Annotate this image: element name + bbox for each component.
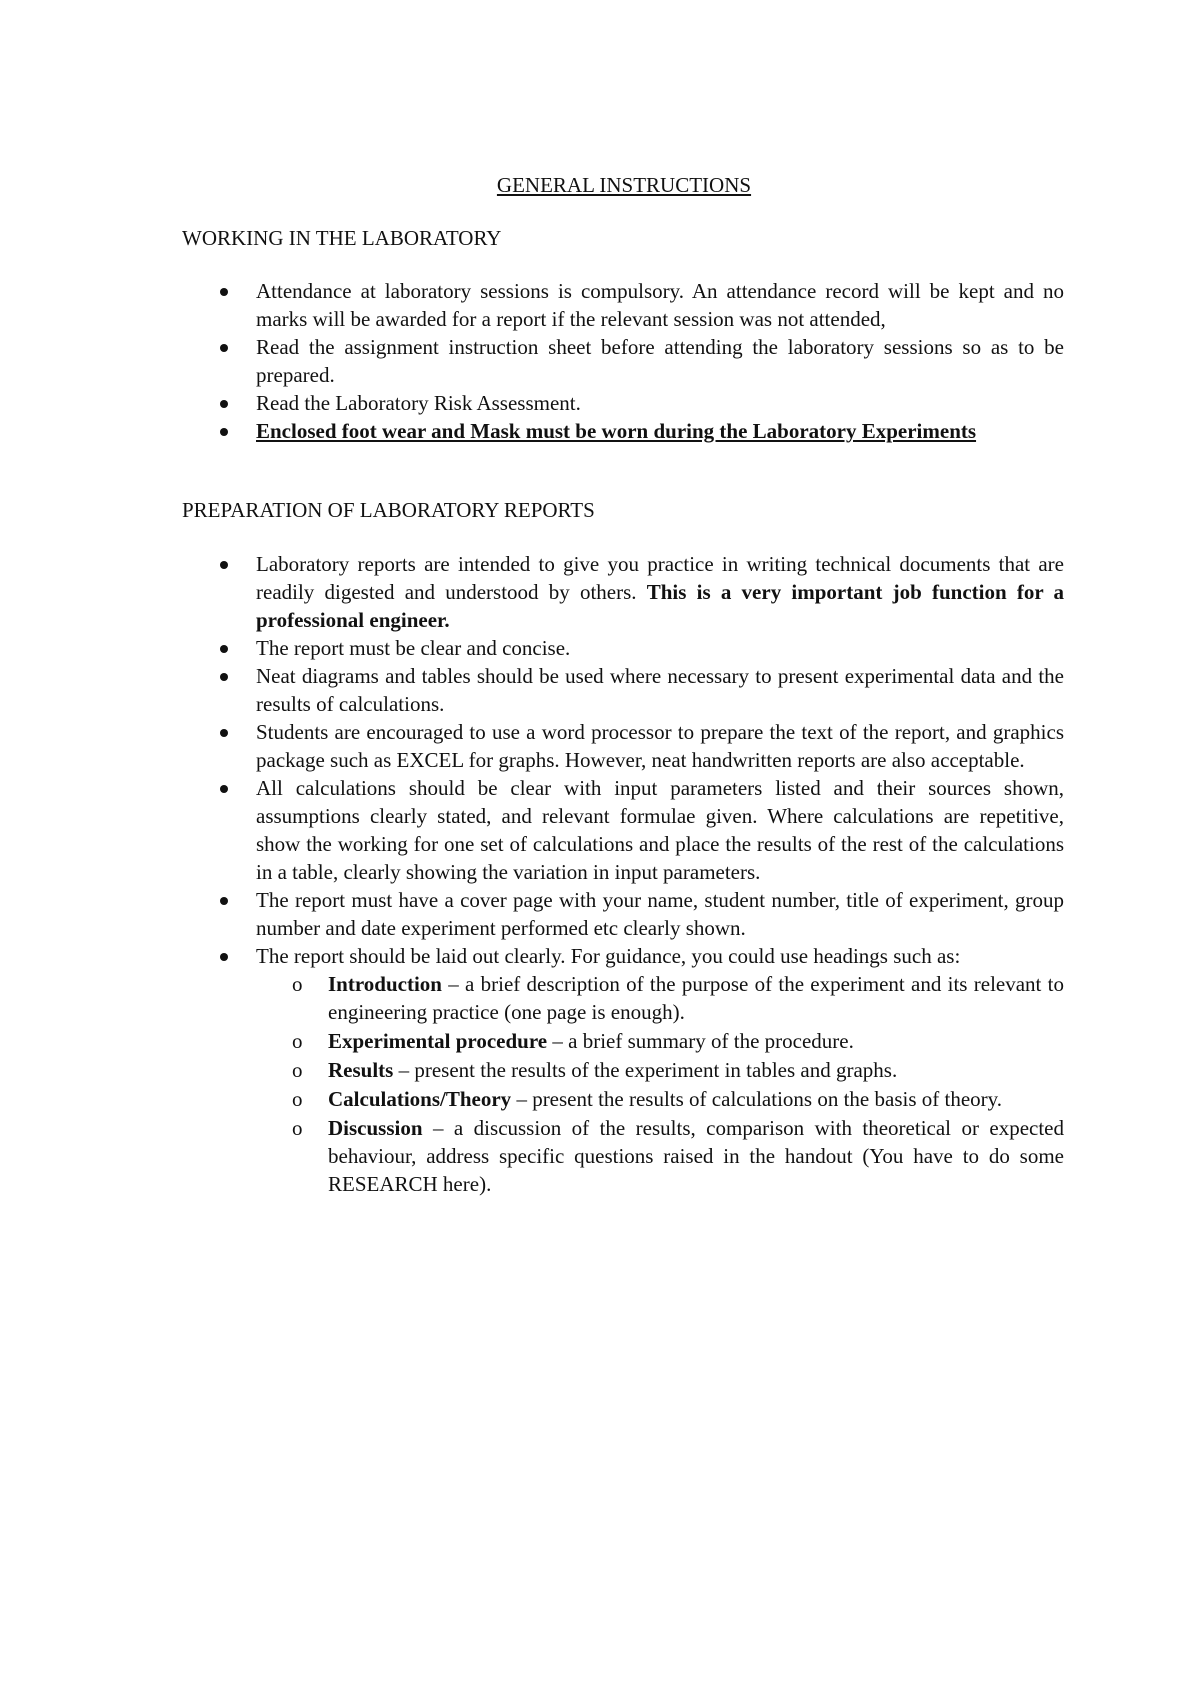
circle-bullet-icon: o (292, 972, 303, 996)
bullet-icon (220, 400, 228, 408)
bullet-icon (220, 673, 228, 681)
sub-item-term: Discussion (328, 1116, 423, 1140)
list-item (256, 886, 1064, 942)
list-item (256, 718, 1064, 774)
bullet-icon (220, 561, 228, 569)
list-item-text: The report should be laid out clearly. For guidance, you could use headings such as: (256, 944, 961, 968)
list-item (256, 333, 1064, 389)
sub-item-text: – present the results of calculations on the basis of theory. (511, 1087, 1003, 1111)
bullet-icon (220, 428, 228, 436)
sub-item-term: Experimental procedure (328, 1029, 548, 1053)
circle-bullet-icon: o (292, 1087, 303, 1111)
list-item-text: Students are encouraged to use a word processor to prepare the text of the report, and graphics package such as EXCEL for graphs. However, neat handwritten reports are also acceptable. (256, 720, 1064, 772)
bullet-icon (220, 288, 228, 296)
sub-item-text: – present the results of the experiment in tables and graphs. (393, 1058, 898, 1082)
sub-list-item (292, 1085, 1064, 1113)
list-item-emphasis: This is a very important job function for a professional engineer. (256, 580, 1064, 632)
list-item (256, 417, 1064, 445)
sub-item-text: – a discussion of the results, comparison with theoretical or expected behaviour, address specific questions raised in the handout (You have to do some RESEARCH here). (328, 1116, 1064, 1196)
list-item-text: Read the Laboratory Risk Assessment. (256, 391, 581, 415)
sub-item-text: – a brief summary of the procedure. (547, 1029, 854, 1053)
sub-list-item (292, 970, 1064, 1026)
list-item (256, 634, 1064, 662)
bullet-icon (220, 729, 228, 737)
bullet-icon (220, 645, 228, 653)
bullet-icon (220, 344, 228, 352)
list-item (256, 662, 1064, 718)
list-item-text: Read the assignment instruction sheet before attending the laboratory sessions so as to be prepared. (256, 335, 1064, 387)
list-item (256, 277, 1064, 333)
list-item (256, 550, 1064, 634)
page-title: GENERAL INSTRUCTIONS (496, 173, 752, 197)
sub-item-term: Calculations/Theory (328, 1087, 512, 1111)
sub-item-term: Results (328, 1058, 394, 1082)
section-heading-reports: PREPARATION OF LABORATORY REPORTS (182, 498, 595, 522)
list-item (256, 942, 1064, 1198)
list-item-text: All calculations should be clear with input parameters listed and their sources shown, assumptions clearly stated, and relevant formulae given. Where calculations are repetitive, show the working for one set of calculations and place the results of the rest of the calculations in a table, clearly showing the variation in input parameters. (256, 776, 1064, 884)
sub-list-item (292, 1027, 1064, 1055)
circle-bullet-icon: o (292, 1029, 303, 1053)
sub-item-term: Introduction (328, 972, 442, 996)
list-item-text: Neat diagrams and tables should be used where necessary to present experimental data and the results of calculations. (256, 664, 1064, 716)
list-item (256, 774, 1064, 886)
bullet-icon (220, 953, 228, 961)
list-item-text: Attendance at laboratory sessions is compulsory. An attendance record will be kept and no marks will be awarded for a report if the relevant session was not attended, (256, 279, 1064, 331)
sub-item-text: – a brief description of the purpose of the experiment and its relevant to engineering practice (one page is enough). (328, 972, 1064, 1024)
bullet-icon (220, 785, 228, 793)
list-item-text: The report must be clear and concise. (256, 636, 571, 660)
list-item-text: Laboratory reports are intended to give you practice in writing technical documents that are readily digested and understood by others. (256, 552, 1064, 604)
working-list (0, 277, 1200, 445)
circle-bullet-icon: o (292, 1058, 303, 1082)
list-item-text: The report must have a cover page with your name, student number, title of experiment, group number and date experiment performed etc clearly shown. (256, 888, 1064, 940)
safety-notice-text: Enclosed foot wear and Mask must be worn during the Laboratory Experiments (256, 419, 977, 443)
sub-list-item (292, 1056, 1064, 1084)
report-headings-list (292, 970, 1064, 1198)
list-item (256, 389, 1064, 417)
reports-list (0, 550, 1200, 1199)
bullet-icon (220, 897, 228, 905)
sub-list-item (292, 1114, 1064, 1198)
circle-bullet-icon: o (292, 1116, 303, 1140)
section-heading-working: WORKING IN THE LABORATORY (182, 226, 502, 250)
